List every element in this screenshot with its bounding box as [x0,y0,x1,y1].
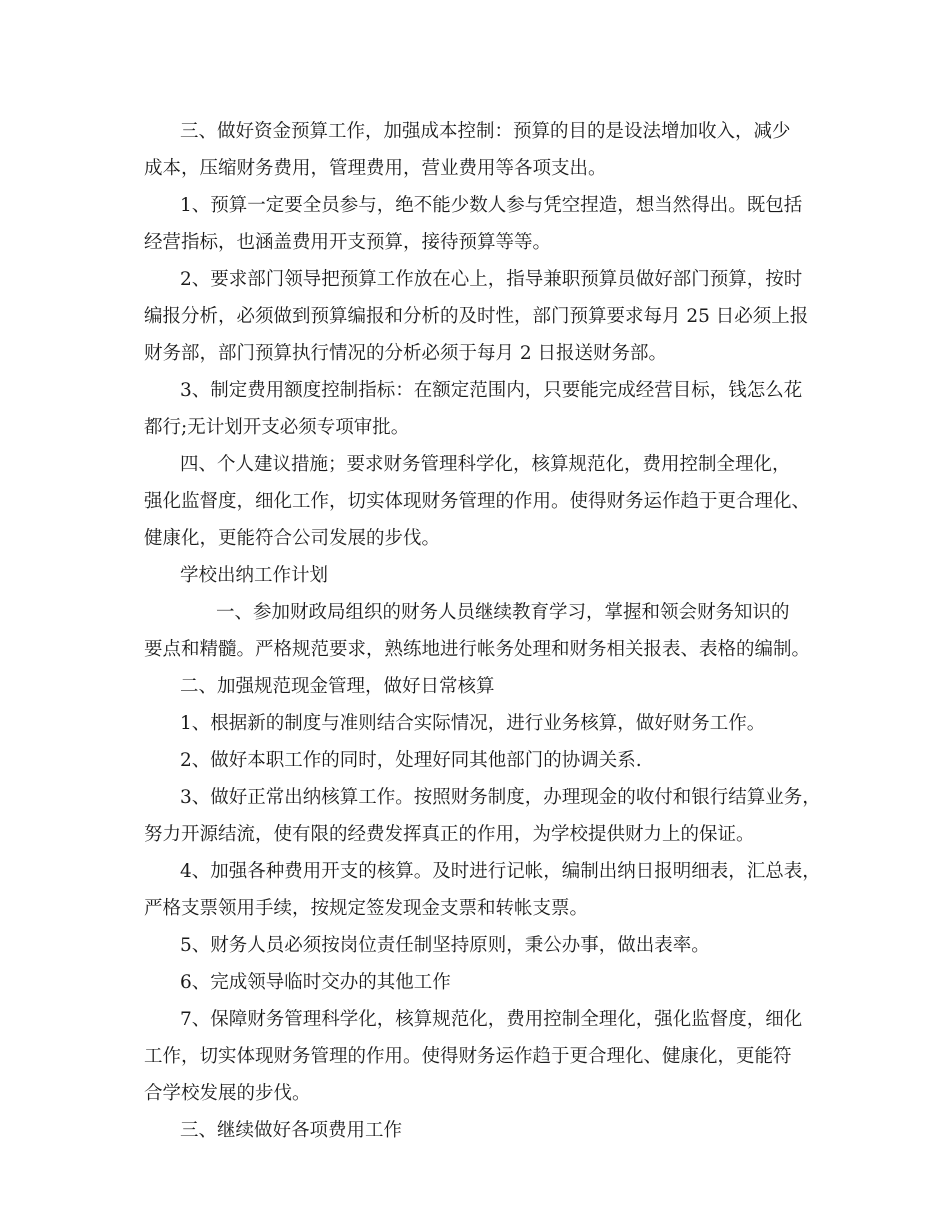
text-line: 财务部，部门预算执行情况的分析必须于每月 2 日报送财务部。 [144,343,668,364]
text-line: 4、加强各种费用开支的核算。及时进行记帐，编制出纳日报明细表，汇总表， [180,861,821,882]
text-line: 2、要求部门领导把预算工作放在心上，指导兼职预算员做好部门预算，按时 [180,269,803,290]
text-line: 7、保障财务管理科学化，核算规范化，费用控制全理化，强化监督度，细化 [180,1009,803,1030]
text-line: 强化监督度，细化工作，切实体现财务管理的作用。使得财务运作趋于更合理化、 [144,491,811,512]
text-line: 三、做好资金预算工作，加强成本控制：预算的目的是设法增加收入，减少 [180,121,791,142]
text-line: 努力开源结流，使有限的经费发挥真正的作用，为学校提供财力上的保证。 [144,824,755,845]
text-line: 要点和精髓。严格规范要求，熟练地进行帐务处理和财务相关报表、表格的编制。 [144,639,811,660]
text-line: 二、加强规范现金管理，做好日常核算 [180,676,495,697]
text-line: 都行;无计划开支必须专项审批。 [144,417,410,438]
text-line: 四、个人建议措施；要求财务管理科学化，核算规范化，费用控制全理化， [180,454,791,475]
text-line: 成本，压缩财务费用，管理费用，营业费用等各项支出。 [144,158,607,179]
text-line: 1、预算一定要全员参与，绝不能少数人参与凭空捏造，想当然得出。既包括 [180,195,803,216]
text-line: 经营指标，也涵盖费用开支预算，接待预算等等。 [144,232,552,253]
text-line: 3、制定费用额度控制指标：在额定范围内，只要能完成经营目标，钱怎么花 [180,380,803,401]
text-line: 一、参加财政局组织的财务人员继续教育学习，掌握和领会财务知识的 [216,602,790,623]
section-heading: 学校出纳工作计划 [180,565,329,586]
text-line: 1、根据新的制度与准则结合实际情况，进行业务核算，做好财务工作。 [180,713,766,734]
text-line: 6、完成领导临时交办的其他工作 [180,972,451,993]
text-line: 严格支票领用手续，按规定签发现金支票和转帐支票。 [144,898,589,919]
text-line: 健康化，更能符合公司发展的步伐。 [144,528,441,549]
text-line: 合学校发展的步伐。 [144,1083,311,1104]
text-line: 编报分析，必须做到预算编报和分析的及时性，部门预算要求每月 25 日必须上报 [144,306,809,327]
text-line: 2、做好本职工作的同时，处理好同其他部门的协调关系. [180,750,642,771]
text-line: 5、财务人员必须按岗位责任制坚持原则，秉公办事，做出表率。 [180,935,710,956]
text-line: 三、继续做好各项费用工作 [180,1120,403,1141]
text-line: 3、做好正常出纳核算工作。按照财务制度，办理现金的收付和银行结算业务， [180,787,821,808]
text-line: 工作，切实体现财务管理的作用。使得财务运作趋于更合理化、健康化，更能符 [144,1046,792,1067]
